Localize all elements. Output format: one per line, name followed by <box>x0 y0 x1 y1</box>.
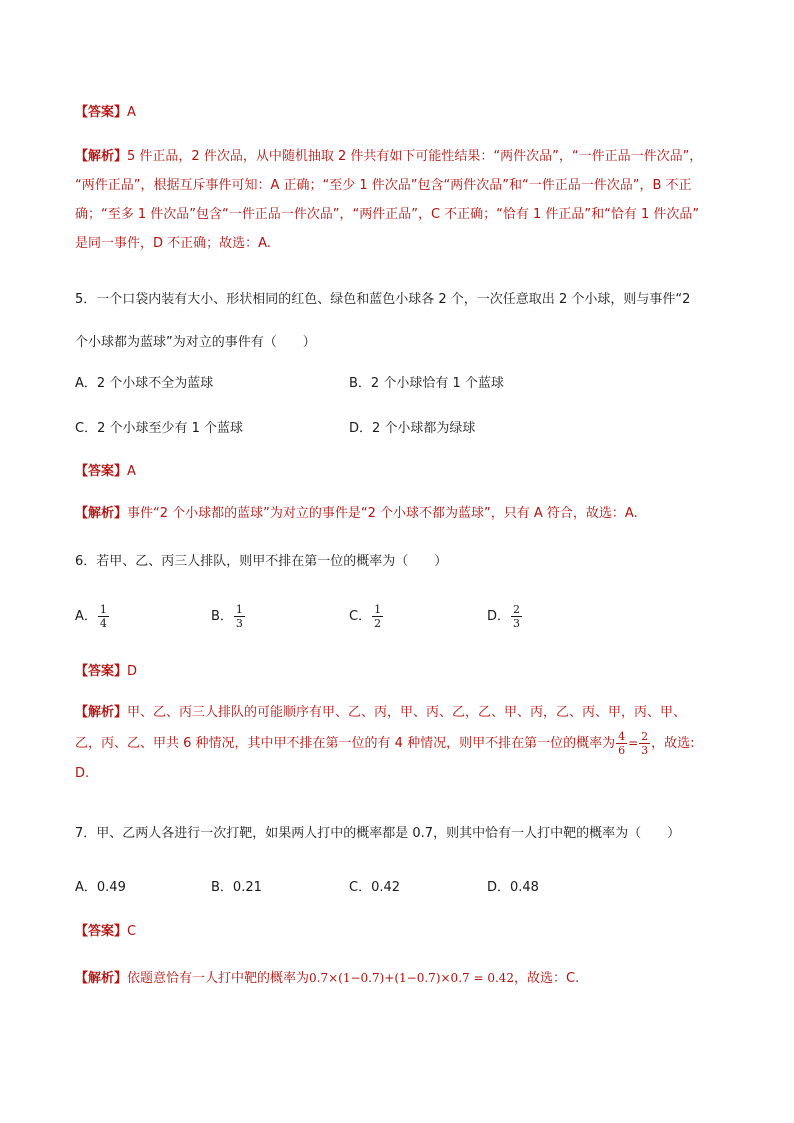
answer-value: C <box>127 924 137 939</box>
q6-option-a[interactable]: A． $\frac{1}{4}$ <box>75 603 107 630</box>
stem-line: 个小球都为蓝球”为对立的事件有（ ） <box>75 335 316 350</box>
analysis-line: D. <box>75 766 90 781</box>
q5-answer <box>75 460 735 479</box>
fraction: $\frac{2}{3}$ <box>513 603 521 630</box>
q5-stem <box>75 284 735 358</box>
stem-line: 5．一个口袋内装有大小、形状相同的红色、绿色和蓝色小球各 2 个，一次任意取出 2 个小球，则与事件“2 <box>75 292 691 307</box>
analysis-line: “两件正品”，根据互斥事件可知：A 正确；“至少 1 件次品”包含“两件次品”和“一件正品一件次品”，B 不正 <box>75 178 692 193</box>
q7-option-a[interactable]: A．0.49 <box>75 880 126 895</box>
q6-analysis <box>75 698 735 789</box>
q4-analysis <box>75 142 735 258</box>
answer-value: A <box>127 105 136 120</box>
q7-answer <box>75 920 735 939</box>
formula: 0.7×(1−0.7)+(1−0.7)×0.7 = 0.42 <box>309 971 515 985</box>
q7-option-d[interactable]: D．0.48 <box>487 880 539 895</box>
answer-tag: 【答案】 <box>75 464 128 479</box>
q5-option-b[interactable]: B．2 个小球恰有 1 个蓝球 <box>349 376 504 391</box>
q7-analysis <box>75 964 735 993</box>
analysis-line: 确；“至多 1 件次品”包含“一件正品一件次品”，“两件正品”，C 不正确；“恰有 1 件正品”和“恰有 1 件次品” <box>75 207 700 222</box>
fraction: $\frac{1}{4}$ <box>99 603 107 630</box>
fraction: $\frac{2}{3}$ <box>641 730 649 757</box>
fraction: $\frac{1}{3}$ <box>235 603 243 630</box>
answer-value: D <box>127 664 138 679</box>
q7-stem: 7．甲、乙两人各进行一次打靶，如果两人打中的概率都是 0.7，则其中恰有一人打中靶的概率为（ ） <box>75 826 681 841</box>
q7-option-b[interactable]: B．0.21 <box>211 880 262 895</box>
answer-value: A <box>127 464 136 479</box>
analysis-tag: 【解析】 <box>75 705 128 720</box>
q6-answer <box>75 660 735 679</box>
analysis-tag: 【解析】 <box>75 971 128 986</box>
q6-stem: 6．若甲、乙、丙三人排队，则甲不排在第一位的概率为（ ） <box>75 554 448 569</box>
answer-tag: 【答案】 <box>75 664 128 679</box>
analysis-line: 【解析】5 件正品，2 件次品，从中随机抽取 2 件共有如下可能性结果：“两件次品”，“一件正品一件次品”， <box>75 149 703 164</box>
analysis-line: 乙，丙、乙、甲共 6 种情况，其中甲不排在第一位的有 4 种情况，则甲不排在第一位的概率为 $\frac{4}{6}$ = $\frac{2}{3}$ ，故选: <box>75 730 695 757</box>
analysis-line: 是同一事件，D 不正确；故选：A. <box>75 236 271 251</box>
analysis-text: 事件“2 个小球都的蓝球”为对立的事件是“2 个小球不都为蓝球”，只有 A 符合，故选：A. <box>127 506 638 521</box>
fraction: $\frac{4}{6}$ <box>618 730 626 757</box>
analysis-tag: 【解析】 <box>75 149 128 164</box>
q6-option-d[interactable]: D． $\frac{2}{3}$ <box>487 603 521 630</box>
fraction: $\frac{1}{2}$ <box>374 603 382 630</box>
q5-option-d[interactable]: D．2 个小球都为绿球 <box>349 421 476 436</box>
analysis-text: ，故选：C. <box>514 971 580 986</box>
q7-option-c[interactable]: C．0.42 <box>349 880 401 895</box>
q6-option-b[interactable]: B． $\frac{1}{3}$ <box>211 603 243 630</box>
answer-tag: 【答案】 <box>75 105 128 120</box>
q5-analysis <box>75 499 735 528</box>
analysis-line: 【解析】甲、乙、丙三人排队的可能顺序有甲、乙、丙，甲、丙、乙，乙、甲、丙，乙、丙、甲，丙、甲、 <box>75 705 687 720</box>
answer-tag: 【答案】 <box>75 924 128 939</box>
q4-answer <box>75 101 735 120</box>
analysis-tag: 【解析】 <box>75 506 128 521</box>
q5-option-a[interactable]: A．2 个小球不全为蓝球 <box>75 376 214 391</box>
analysis-text: 依题意恰有一人打中靶的概率为 <box>127 971 310 986</box>
q5-option-c[interactable]: C．2 个小球至少有 1 个蓝球 <box>75 421 244 436</box>
q6-option-c[interactable]: C． $\frac{1}{2}$ <box>349 603 382 630</box>
